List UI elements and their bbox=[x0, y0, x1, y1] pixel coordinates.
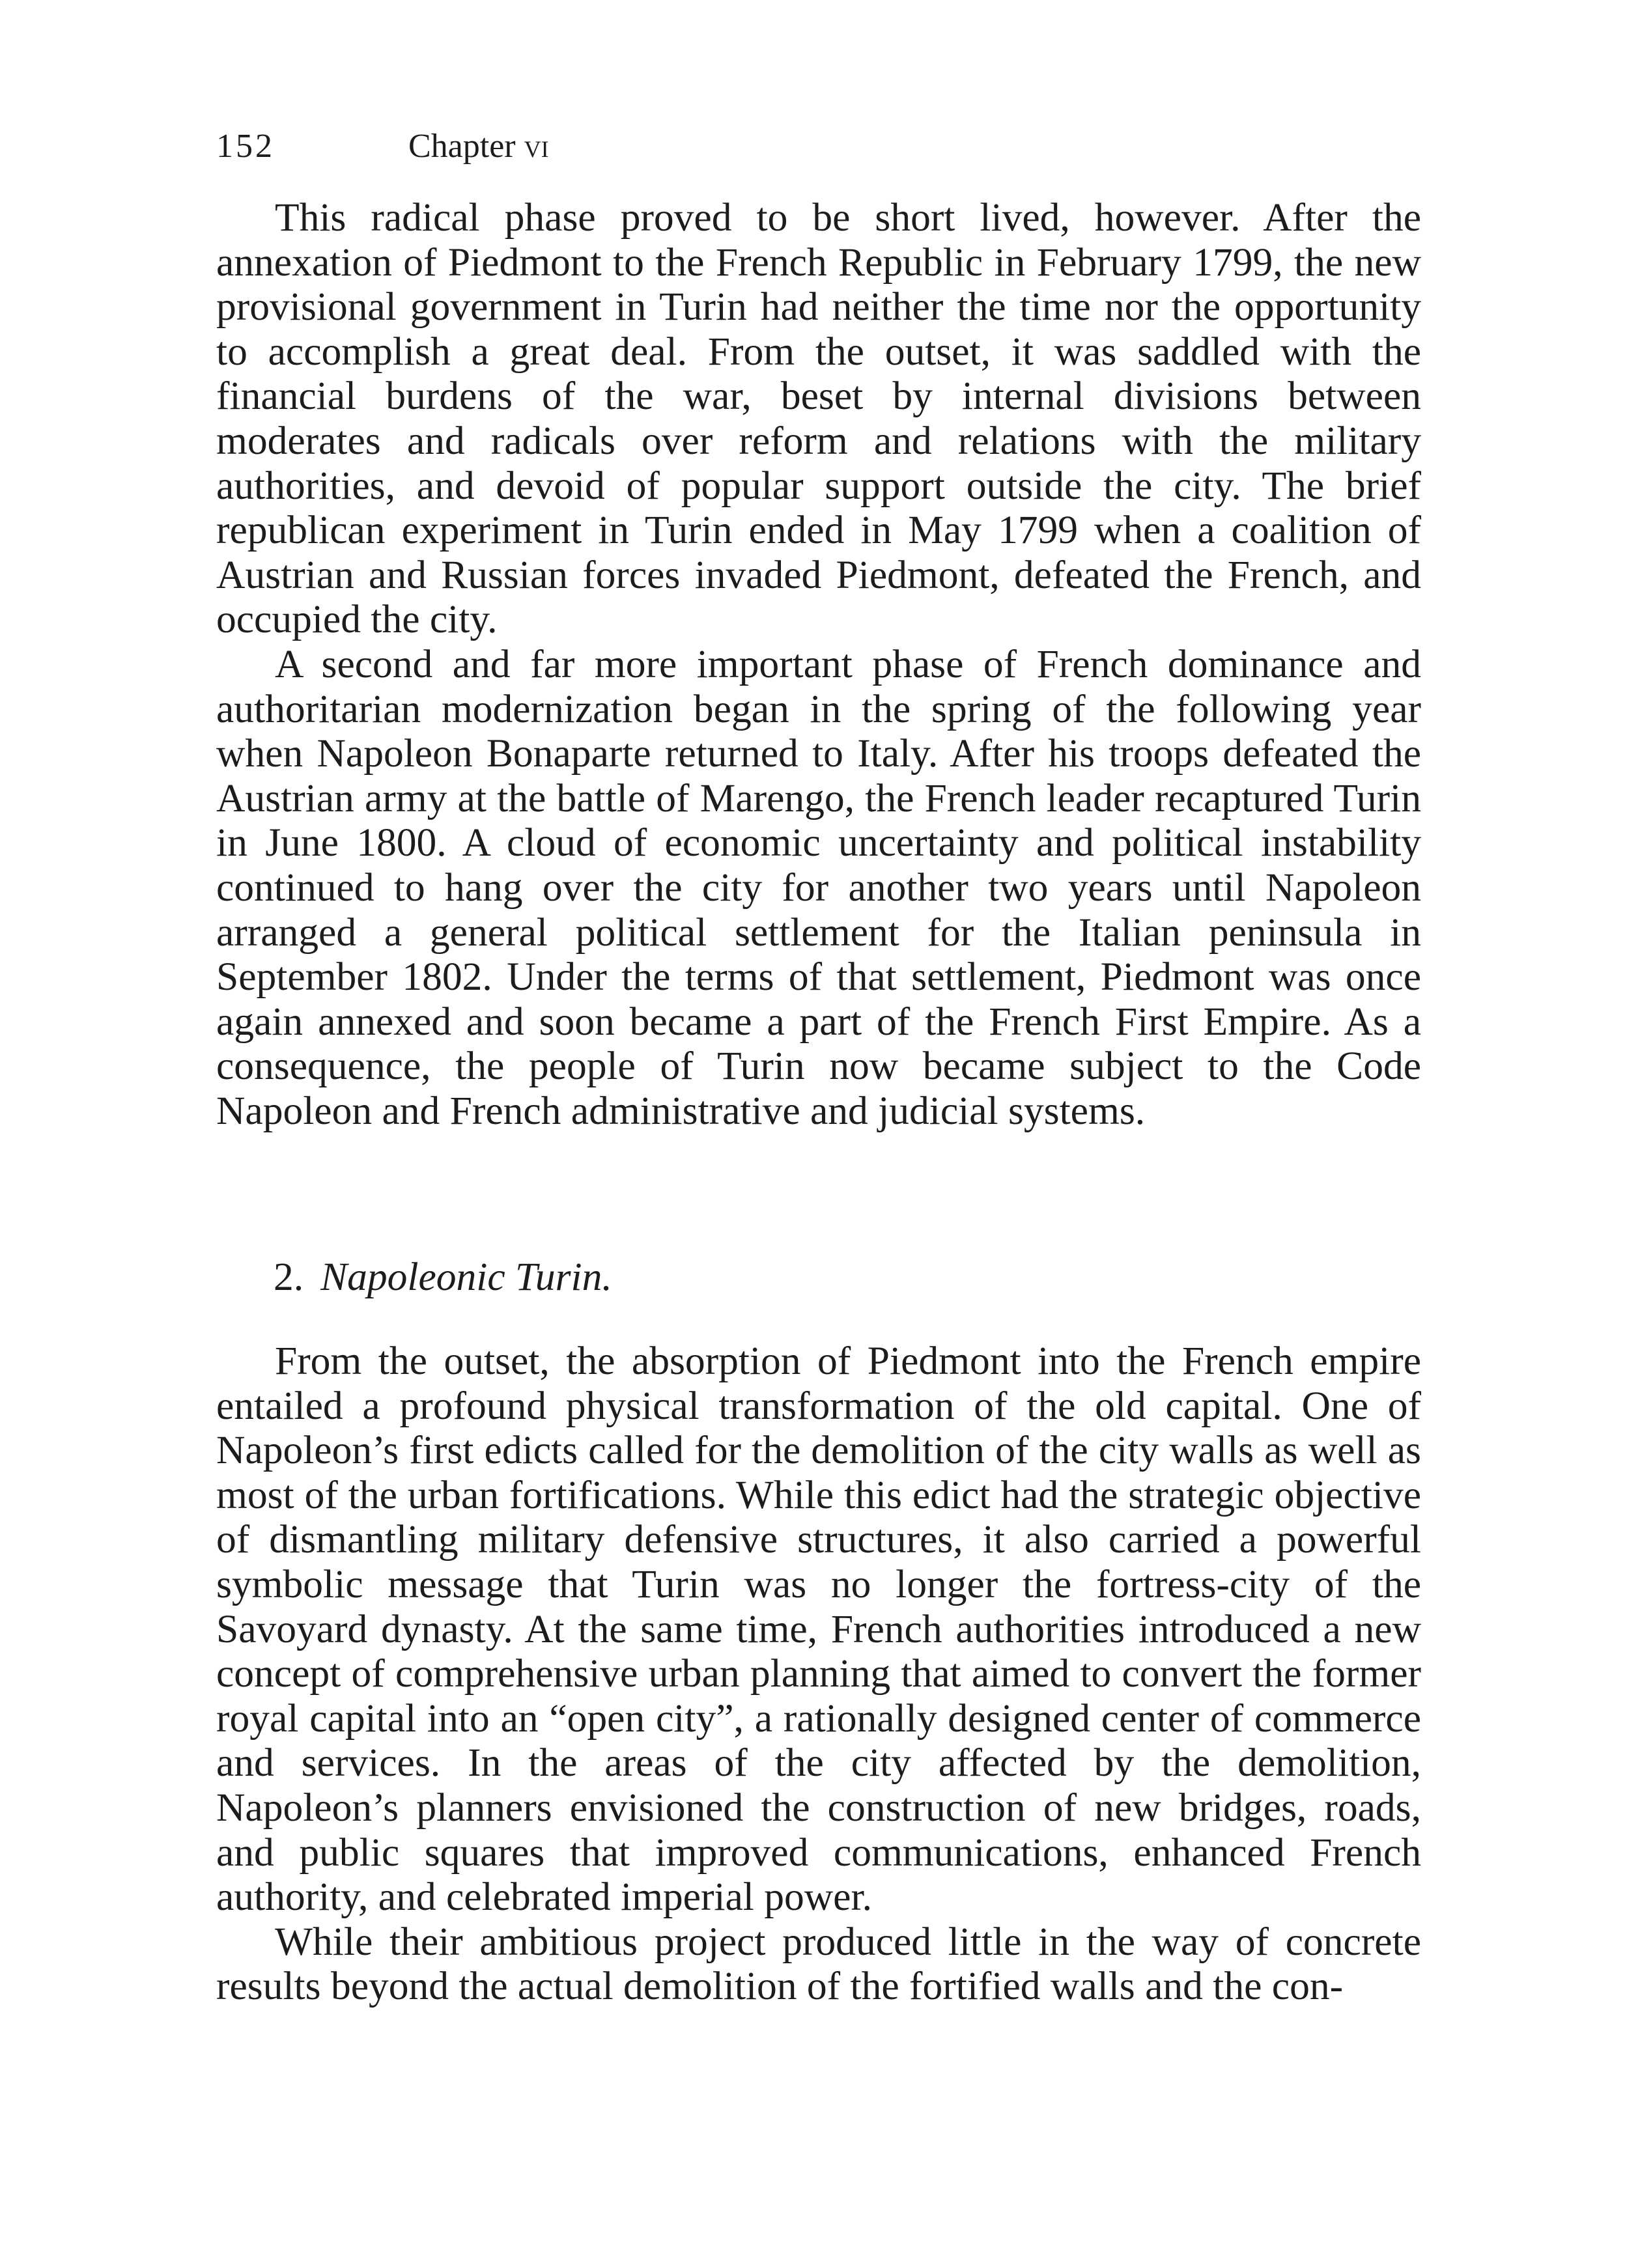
paragraph: While their ambitious project produced little in the way of concrete results beyond the actual demolition of the fortified walls and the con- bbox=[216, 1919, 1421, 2009]
chapter-title bbox=[408, 124, 549, 169]
paragraph: From the outset, the absorption of Piedmont into the French empire entailed a profound physical transformation of the old capital. One of Napoleon’s first edicts called for the demolition of the city walls as well as most of the urban fortifications. While this edict had the strategic objective of dismantling military defensive structures, it also carried a powerful symbolic message that Turin was no longer the fortress-city of the Savoyard dynasty. At the same time, French authorities introduced a new concept of comprehensive urban planning that aimed to convert the former royal capital into an “open city”, a rationally designed center of commerce and services. In the areas of the city affected by the demolition, Napoleon’s planners envisioned the construction of new bridges, roads, and public squares that improved communications, enhanced French authority, and celebrated imperial power. bbox=[216, 1339, 1421, 1920]
body-text-section-one bbox=[216, 195, 1421, 1133]
section-number: 2. bbox=[274, 1255, 304, 1299]
paragraph: This radical phase proved to be short lived, however. After the annexation of Piedmont to the French Republic in February 1799, the new provisional government in Turin had neither the time nor the opportunity to accomplish a great deal. From the outset, it was saddled with the financial burdens of the war, beset by internal divisions between moderates and radicals over reform and relations with the military authorities, and devoid of popular support outside the city. The brief republican experiment in Turin ended in May 1799 when a coalition of Austrian and Russian forces invaded Piedmont, defeated the French, and occupied the city. bbox=[216, 195, 1421, 642]
body-text-section-two bbox=[216, 1339, 1421, 2009]
running-header bbox=[216, 124, 1421, 169]
section-heading bbox=[274, 1254, 612, 1300]
page-number: 152 bbox=[216, 128, 275, 165]
section-title: Napoleonic Turin. bbox=[320, 1255, 612, 1299]
paragraph: A second and far more important phase of French dominance and authoritarian modernization began in the spring of the following year when Napoleon Bonaparte returned to Italy. After his troops defeated the Austrian army at the battle of Marengo, the French leader recaptured Turin in June 1800. A cloud of economic uncertainty and political instability continued to hang over the city for another two years until Napoleon arranged a general political settlement for the Italian peninsula in September 1802. Under the terms of that settlement, Piedmont was once again annexed and soon became a part of the French First Empire. As a consequence, the people of Turin now became subject to the Code Napoleon and French administrative and judicial systems. bbox=[216, 641, 1421, 1133]
chapter-label: Chapter bbox=[408, 128, 516, 165]
chapter-number: vi bbox=[524, 128, 549, 165]
